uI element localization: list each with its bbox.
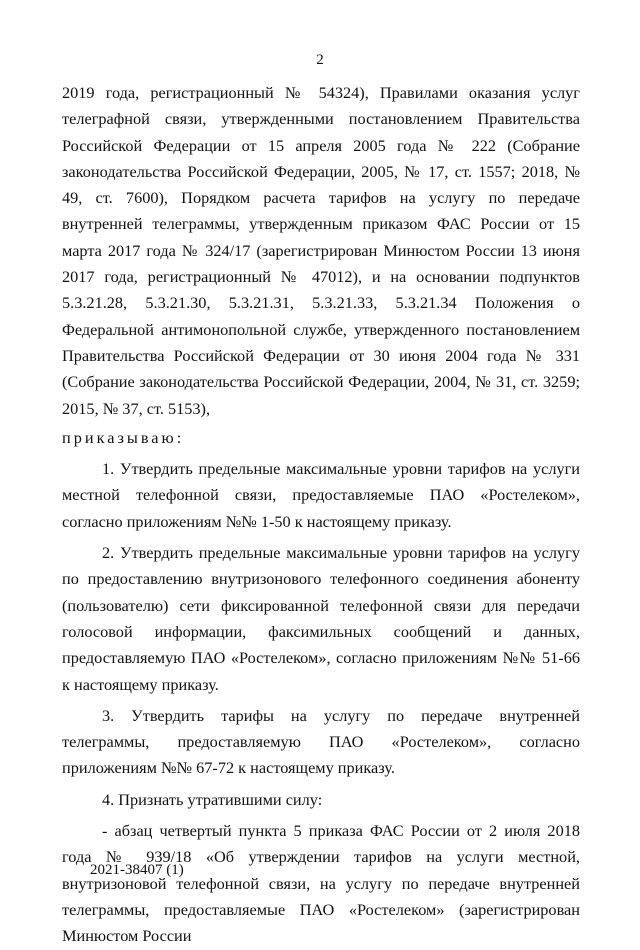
- paragraph-item-3: 3. Утвердить тарифы на услугу по передаче внутренней телеграммы, предоставляемую ПАО «Ростелеком», согласно приложениям №№ 67-72 к настоящему приказу.: [62, 705, 580, 778]
- paragraph-item-4: 4. Признать утратившими силу:: [102, 789, 323, 809]
- document-id: 2021-38407 (1): [90, 862, 184, 878]
- paragraph-order-word: приказываю:: [62, 427, 185, 447]
- document-body: [62, 80, 580, 950]
- paragraph-item-1: 1. Утвердить предельные максимальные уровни тарифов на услуги местной телефонной связи, предоставляемые ПАО «Ростелеком», согласно приложениям №№ 1-50 к настоящему приказу.: [62, 459, 580, 531]
- page-number: 2: [316, 52, 324, 68]
- paragraph-item-4-subitem: - абзац четвертый пункта 5 приказа ФАС России от 2 июля 2018 года № 939/18 «Об утверждении тарифов на услуги местной, внутризоновой телефонной связи, на услугу по передаче внутренней телеграммы, предоставляемые ПАО «Ростелеком» (зарегистрирован Минюстом России: [62, 821, 580, 946]
- paragraph-item-2: 2. Утвердить предельные максимальные уровни тарифов на услугу по предоставлению внутризонового телефонного соединения абоненту (пользователю) сети фиксированной телефонной связи для передачи голосовой информации, факсимильных сообщений и данных, предоставляемую ПАО «Ростелеком», согласно приложениям №№ 51-66 к настоящему приказу.: [62, 543, 580, 694]
- paragraph-legal-basis: 2019 года, регистрационный № 54324), Правилами оказания услуг телеграфной связи, утвержденными постановлением Правительства Российской Федерации от 15 апреля 2005 года № 222 (Собрание законодательства Российской Федерации, 2005, № 17, ст. 1557; 2018, № 49, ст. 7600), Порядком расчета тарифов на услугу по передаче внутренней телеграммы, утвержденным приказом ФАС России от 15 марта 2017 года № 324/17 (зарегистрирован Минюстом России 13 июня 2017 года, регистрационный № 47012), и на основании подпунктов 5.3.21.28, 5.3.21.30, 5.3.21.31, 5.3.21.33, 5.3.21.34 Положения о Федеральной антимонопольной службе, утвержденного постановлением Правительства Российской Федерации от 30 июня 2004 года № 331 (Собрание законодательства Российской Федерации, 2004, № 31, ст. 3259; 2015, № 37, ст. 5153),: [62, 83, 580, 418]
